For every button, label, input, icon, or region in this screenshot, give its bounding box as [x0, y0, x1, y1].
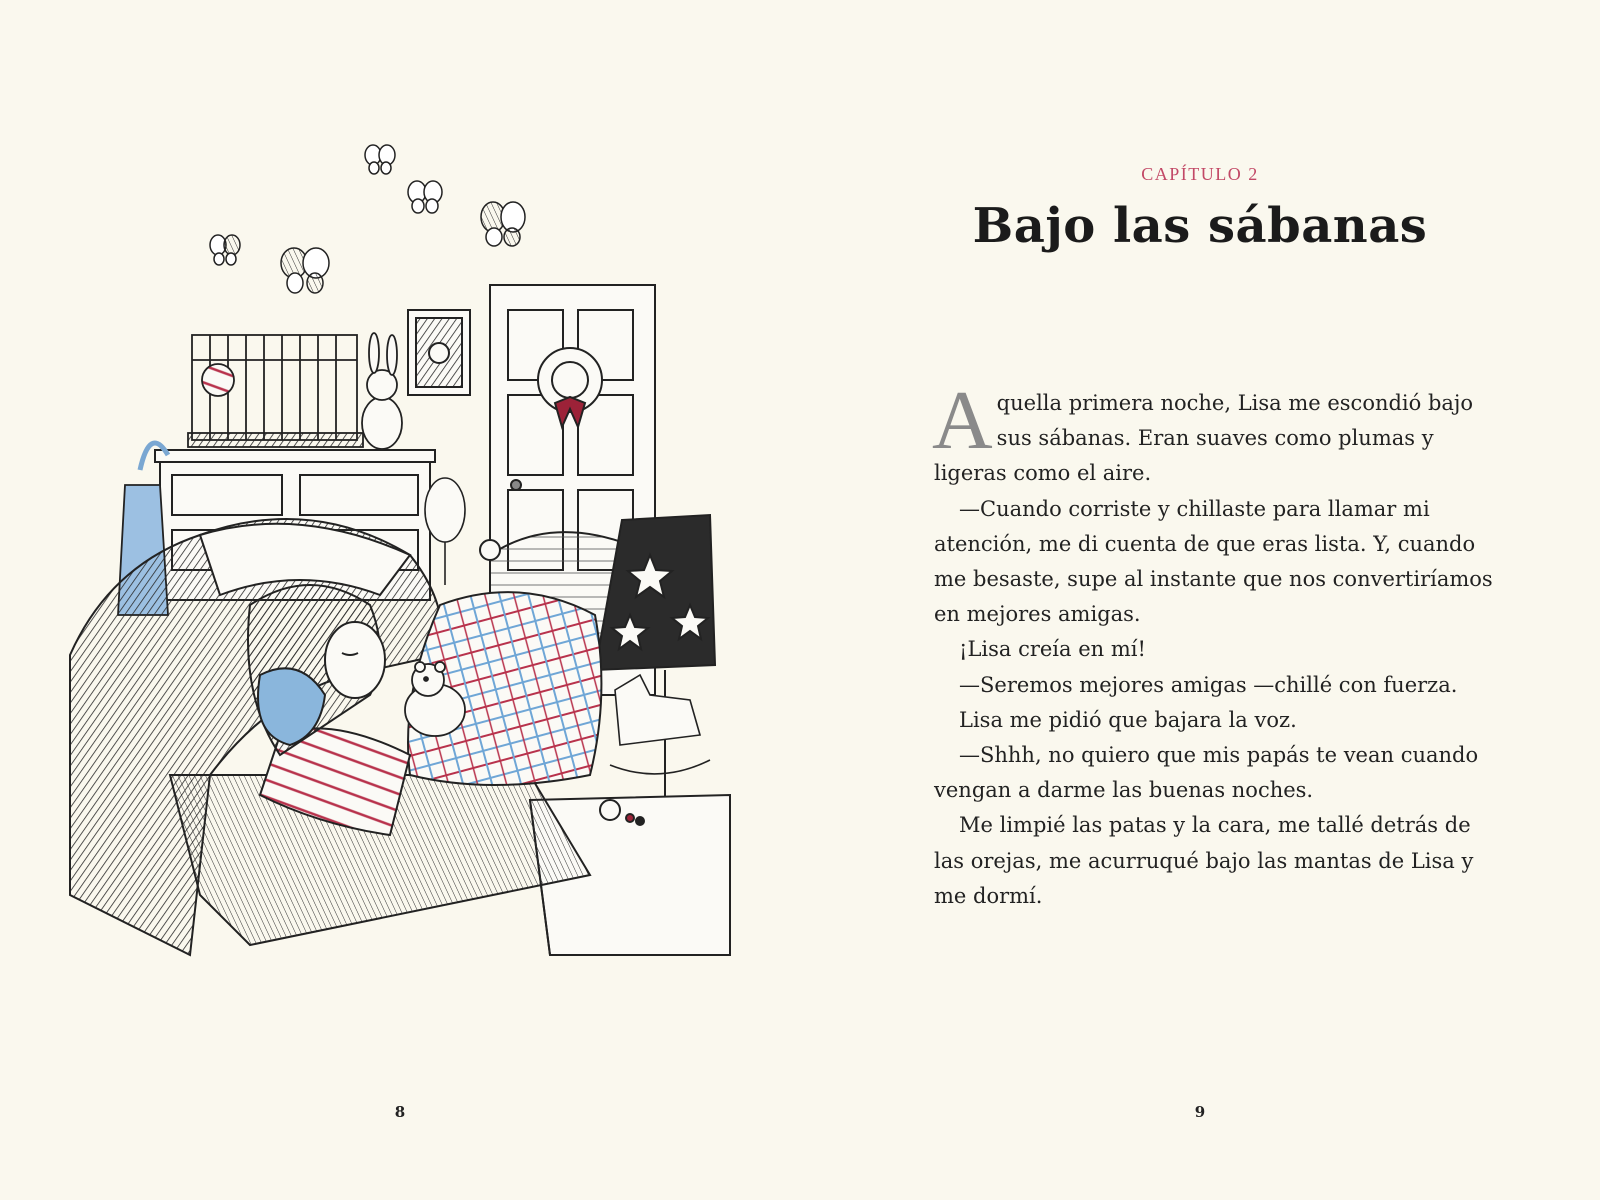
paragraph-7: Me limpié las patas y la cara, me tallé detrás de las orejas, me acurruqué bajo las mantas de Lisa y me dormí. [934, 813, 1474, 908]
framed-picture [408, 310, 470, 395]
paragraph-1 [932, 374, 1494, 492]
stuffed-rabbit [362, 333, 402, 449]
paragraph-5: Lisa me pidió que bajara la voz. [959, 707, 1297, 732]
right-page [800, 0, 1600, 1200]
paragraph-3: ¡Lisa creía en mí! [959, 637, 1146, 662]
page-number: 9 [1194, 1103, 1206, 1121]
paragraph-4: —Seremos mejores amigas —chillé con fuerza. [959, 672, 1458, 697]
girl [248, 585, 385, 755]
drop-cap: A [932, 374, 993, 467]
bird-cage [188, 335, 363, 447]
paragraph-2: —Cuando corriste y chillaste para llamar mi atención, me di cuenta de que eras lista. Y, cuando me besaste, supe al instante que nos convertiríamos en mejores amigas. [934, 496, 1493, 627]
illustration-drawing [50, 135, 740, 975]
chapter-title: Bajo las sábanas [972, 198, 1428, 254]
page-number: 8 [394, 1103, 406, 1121]
paragraph-text: quella primera noche, Lisa me escondió bajo sus sábanas. Eran suaves como plumas y ligeras como el aire. [934, 391, 1474, 486]
butterflies [210, 145, 525, 293]
chapter-body [932, 374, 1494, 914]
bedroom-illustration [50, 135, 740, 975]
rocking-horse [610, 675, 710, 774]
paragraph-6: —Shhh, no quiero que mis papás te vean cuando vengan a darme las buenas noches. [934, 743, 1479, 803]
chapter-label: CAPÍTULO 2 [1141, 164, 1259, 184]
